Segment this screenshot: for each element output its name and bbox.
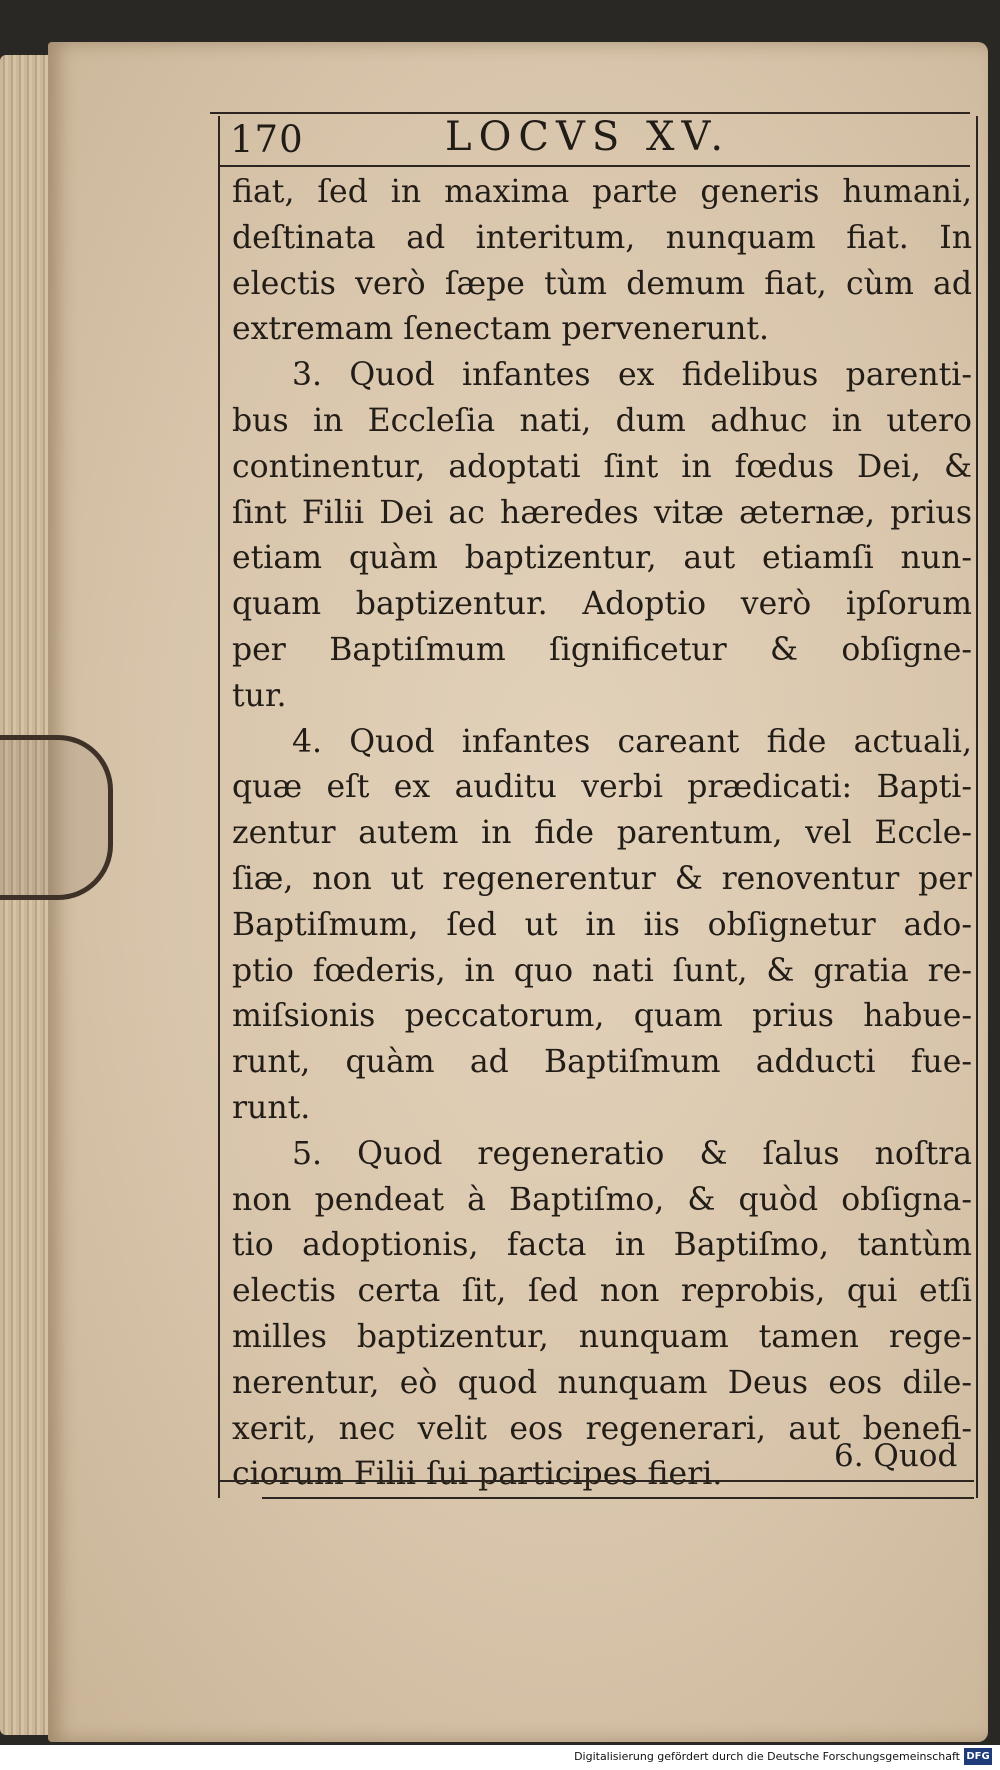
text-block — [232, 170, 972, 1498]
text-line: tur. — [232, 677, 287, 714]
text-line: miſsionis peccatorum, quam prius habue- — [232, 998, 972, 1035]
book-clip — [0, 735, 113, 900]
text-line: non pendeat à Baptiſmo, & quòd obſigna- — [232, 1181, 972, 1218]
page-number: 170 — [230, 118, 304, 161]
text-line: 3. Quod infantes ex fidelibus parenti- — [292, 357, 972, 394]
text-line: fiat, ſed in maxima parte generis humani, — [232, 174, 972, 210]
text-line: extremam ſenectam pervenerunt. — [232, 311, 770, 348]
text-line: milles baptizentur, nunquam tamen rege- — [232, 1318, 972, 1355]
text-line: ſint Filii Dei ac hæredes vitæ æternæ, prius — [232, 494, 972, 531]
text-line: 4. Quod infantes careant fide actuali, — [292, 723, 972, 760]
footer-rule — [218, 1480, 974, 1482]
text-line: ciorum Filii ſui participes fieri. — [232, 1456, 723, 1493]
text-line: 5. Quod regeneratio & ſalus noſtra — [292, 1135, 972, 1172]
text-line: runt, quàm ad Baptiſmum adducti fue- — [232, 1044, 972, 1081]
dfg-logo-icon: DFG — [964, 1748, 992, 1765]
text-line: ptio fœderis, in quo nati ſunt, & gratia re- — [232, 952, 972, 989]
text-line: ſiæ, non ut regenerentur & renoventur per — [232, 860, 972, 897]
footer-credit: Digitalisierung gefördert durch die Deutsche Forschungsgemeinschaft — [574, 1750, 960, 1763]
text-line: continentur, adoptati ſint in fœdus Dei, & — [232, 448, 972, 485]
catchword: 6. Quod — [834, 1438, 958, 1474]
text-line: bus in Eccleſia nati, dum adhuc in utero — [232, 402, 972, 439]
text-line: runt. — [232, 1089, 311, 1126]
text-line: tio adoptionis, facta in Baptiſmo, tantùm — [232, 1227, 972, 1264]
text-line: deſtinata ad interitum, nunquam fiat. In — [232, 219, 972, 256]
text-line: electis verò ſæpe tùm demum fiat, cùm ad — [232, 265, 972, 302]
text-line: per Baptiſmum ſignificetur & obſigne- — [232, 631, 972, 668]
text-line: Baptiſmum, ſed ut in iis obſignetur ado- — [232, 906, 972, 943]
text-line: quam baptizentur. Adoptio verò ipſorum — [232, 586, 972, 623]
text-line: nerentur, eò quod nunquam Deus eos dile- — [232, 1364, 972, 1401]
footer-rule-lower — [262, 1497, 974, 1499]
text-line: xerit, nec velit eos regenerari, aut benefi- — [232, 1410, 972, 1447]
running-head: LOCVS XV. — [445, 114, 731, 160]
text-line: zentur autem in fide parentum, vel Eccle- — [232, 815, 972, 852]
text-line: quæ eſt ex auditu verbi prædicati: Bapti- — [232, 769, 972, 806]
text-line: electis certa ſit, ſed non reprobis, qui etſi — [232, 1273, 972, 1310]
text-line: etiam quàm baptizentur, aut etiamſi nun- — [232, 540, 972, 577]
digitization-footer — [0, 1745, 1000, 1770]
